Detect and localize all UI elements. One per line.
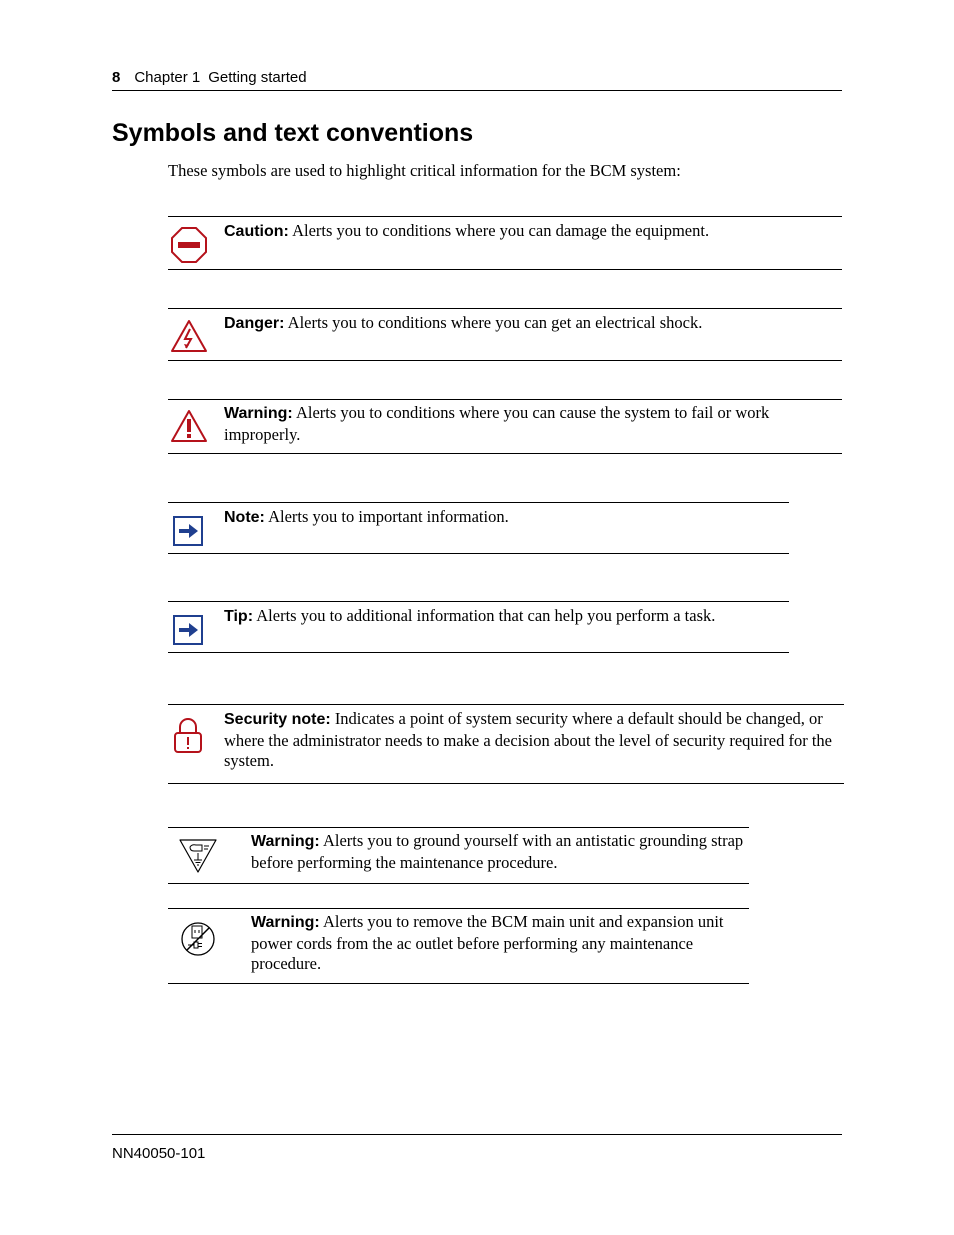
security-notice <box>168 704 844 784</box>
warning-label: Warning: <box>224 405 293 422</box>
antistatic-warning-label: Warning: <box>251 833 320 850</box>
page-header <box>112 68 842 91</box>
note-notice <box>168 502 789 554</box>
danger-description: Alerts you to conditions where you can get an electrical shock. <box>287 313 703 332</box>
tip-text <box>224 606 784 628</box>
padlock-icon <box>173 718 203 759</box>
warning-text <box>224 403 834 445</box>
unplug-power-warning-notice <box>168 908 749 984</box>
caution-text <box>224 221 834 243</box>
caution-description: Alerts you to conditions where you can damage the equipment. <box>292 221 710 240</box>
antistatic-strap-icon <box>178 838 218 879</box>
warning-notice <box>168 399 842 454</box>
note-text <box>224 507 784 529</box>
security-description: Indicates a point of system security where a default should be changed, or where the administrator needs to make a decision about the level of security required for the system. <box>224 709 832 770</box>
page-footer <box>112 1134 842 1164</box>
caution-icon <box>170 226 208 269</box>
caution-label: Caution: <box>224 223 289 240</box>
danger-notice <box>168 308 842 361</box>
arrow-right-icon <box>173 615 203 650</box>
warning-description: Alerts you to conditions where you can cause the system to fail or work improperly. <box>224 403 770 444</box>
security-label: Security note: <box>224 711 331 728</box>
note-label: Note: <box>224 509 265 526</box>
tip-notice <box>168 601 789 653</box>
page-number: 8 <box>112 69 121 86</box>
unplug-power-warning-description: Alerts you to remove the BCM main unit and expansion unit power cords from the ac outlet before performing any maintenance procedure. <box>251 912 724 973</box>
page-title: Symbols and text conventions <box>112 119 474 147</box>
arrow-right-icon <box>173 516 203 551</box>
danger-text <box>224 313 834 335</box>
antistatic-warning-notice <box>168 827 749 884</box>
note-description: Alerts you to important information. <box>268 507 509 526</box>
caution-notice <box>168 216 842 270</box>
electrical-shock-icon <box>170 319 208 358</box>
tip-description: Alerts you to additional information that can help you perform a task. <box>256 606 716 625</box>
intro-paragraph: These symbols are used to highlight critical information for the BCM system: <box>168 161 681 180</box>
unplug-power-warning-label: Warning: <box>251 914 320 931</box>
security-text <box>224 709 836 772</box>
unplug-power-warning-text <box>251 912 747 975</box>
tip-label: Tip: <box>224 608 254 625</box>
antistatic-warning-text <box>251 831 747 873</box>
chapter-number: Chapter 1 <box>134 69 201 86</box>
document-number: NN40050-101 <box>112 1145 206 1162</box>
warning-icon <box>170 409 208 448</box>
unplug-power-icon <box>180 921 216 962</box>
antistatic-warning-description: Alerts you to ground yourself with an antistatic grounding strap before performing the maintenance procedure. <box>251 831 744 872</box>
chapter-title: Getting started <box>208 69 307 86</box>
danger-label: Danger: <box>224 315 285 332</box>
